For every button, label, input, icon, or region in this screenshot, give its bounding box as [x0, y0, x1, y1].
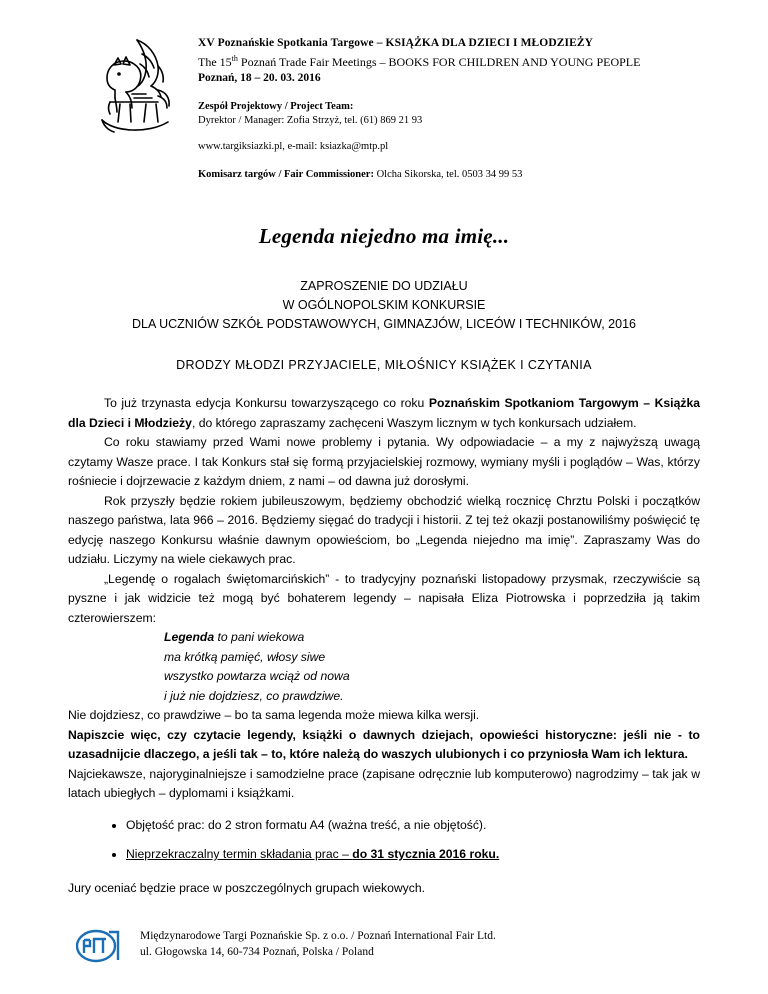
fair-title-en: The 15th Poznań Trade Fair Meetings – BOOKS FOR CHILDREN AND YOUNG PEOPLE: [198, 54, 641, 69]
project-team-block: [198, 100, 700, 128]
bullet-2-underline: Nieprzekraczalny termin składania prac –: [126, 847, 353, 861]
paragraph-1-part-c: , do którego zapraszamy zachęceni Waszym licznym w tych konkursach udziałem.: [191, 415, 637, 430]
mtp-logo-icon: [76, 926, 122, 966]
footer-address: [140, 926, 496, 960]
bullet-2-deadline: do 31 stycznia 2016 roku.: [352, 847, 500, 861]
requirements-list: [68, 816, 700, 865]
invitation-line-1: ZAPROSZENIE DO UDZIAŁU: [300, 279, 468, 293]
list-item: [126, 816, 700, 836]
verse-line-3: wszystko powtarza wciąż od nowa: [164, 669, 350, 683]
paragraph-4: „Legendę o rogalach świętomarcińskich” - to tradycyjny poznański listopadowy przysmak, rzeczywiście są pyszne i jak widzicie też mogą być bohaterem legendy – napisała Eliza Piotrowska i poprzedziła ją takim czterowierszem:: [68, 571, 700, 625]
paragraph-3: Rok przyszły będzie rokiem jubileuszowym, będziemy obchodzić wielką rocznicę Chrztu Polski i początków naszego państwa, lata 966 – 2016. Będziemy sięgać do tradycji i historii. Z tej też okazji postanowiliśmy poświęcić tę edycję naszego Konkursu właśnie dawnym opowieściom, bo „Legenda niejedno ma imię”. Zapraszamy Was do udziału. Liczymy na wiele ciekawych prac.: [68, 493, 700, 566]
paragraph-5: Nie dojdziesz, co prawdziwe – bo ta sama legenda może miewa kilka wersji.: [68, 708, 480, 722]
salutation: DRODZY MŁODZI PRZYJACIELE, MIŁOŚNICY KSIĄŻEK I CZYTANIA: [176, 358, 592, 372]
body-text: [68, 394, 700, 628]
commissioner-label: Komisarz targów / Fair Commissioner:: [198, 169, 374, 180]
invitation-heading: [68, 277, 700, 334]
project-team-label: Zespół Projektowy / Project Team:: [198, 101, 354, 112]
contact-line: www.targiksiazki.pl, e-mail: ksiazka@mtp.pl: [198, 141, 389, 152]
fair-title-pl: XV Poznańskie Spotkania Targowe – KSIĄŻKA DLA DZIECI I MŁODZIEŻY: [198, 37, 594, 49]
paragraph-7: Najciekawsze, najoryginalniejsze i samodzielne prace (zapisane odręcznie lub komputerowo) nagrodzimy – tak jak w latach ubiegłych – dyplomami i książkami.: [68, 766, 700, 800]
fair-date: Poznań, 18 – 20. 03. 2016: [198, 72, 321, 84]
commissioner-value: Olcha Sikorska, tel. 0503 34 99 53: [373, 169, 523, 180]
paragraph-1-bold: Poznańskim Spotkaniom Targowym – Książka dla Dzieci i Młodzieży: [68, 396, 700, 430]
commissioner-block: [198, 168, 700, 182]
list-item: [126, 845, 700, 865]
letterhead: [68, 30, 700, 182]
paragraph-2: Co roku stawiamy przed Wami nowe problemy i pytania. Wy odpowiadacie – a my z najwyższą uwagą czytamy Wasze prace. I tak Konkurs stał się formą przyjacielskiej rozmowy, wymiany myśli i poglądów – Was, którzy rośniecie i dojrzewacie z każdym dniem, z nami – od dawna już dorosłymi.: [68, 435, 700, 488]
project-team-manager: Dyrektor / Manager: Zofia Strzyż, tel. (61) 869 21 93: [198, 115, 423, 126]
footer: [68, 926, 700, 966]
verse-line-2: ma krótką pamięć, włosy siwe: [164, 649, 326, 664]
paragraph-1-part-a: To już trzynasta edycja Konkursu towarzyszącego co roku: [104, 396, 429, 410]
verse-block: [164, 628, 700, 706]
invitation-line-3: DLA UCZNIÓW SZKÓŁ PODSTAWOWYCH, GIMNAZJÓW, LICEÓW I TECHNIKÓW, 2016: [132, 317, 636, 331]
paragraph-1: [68, 394, 700, 433]
invitation-line-2: W OGÓLNOPOLSKIM KONKURSIE: [282, 298, 486, 312]
paragraph-6-bold: Napiszcie więc, czy czytacie legendy, książki o dawnych dziejach, opowieści historyczne: jeśli nie - to uzasadnijcie dlaczego, a jeśli tak – to, które należą do waszych ulubionych i co przyniosła Wam ich lektura.: [68, 727, 700, 761]
bullet-1-text: Objętość prac: do 2 stron formatu A4 (ważna treść, a nie objętość).: [126, 817, 487, 832]
verse-line-4: i już nie dojdziesz, co prawdziwe.: [164, 688, 344, 703]
footer-company: Międzynarodowe Targi Poznańskie Sp. z o.o. / Poznań International Fair Ltd.: [140, 930, 496, 942]
letterhead-text: [198, 30, 700, 182]
verse-bold-word: Legenda: [164, 630, 215, 644]
page-title: Legenda niejedno ma imię...: [258, 224, 510, 248]
rocking-horse-logo-icon: [74, 34, 184, 144]
closing-note: Jury oceniać będzie prace w poszczególnych grupach wiekowych.: [68, 880, 426, 895]
verse-line-1: Legenda to pani wiekowa: [164, 630, 305, 644]
body-text-continued: [68, 706, 700, 804]
footer-street: ul. Głogowska 14, 60-734 Poznań, Polska / Poland: [140, 946, 374, 958]
